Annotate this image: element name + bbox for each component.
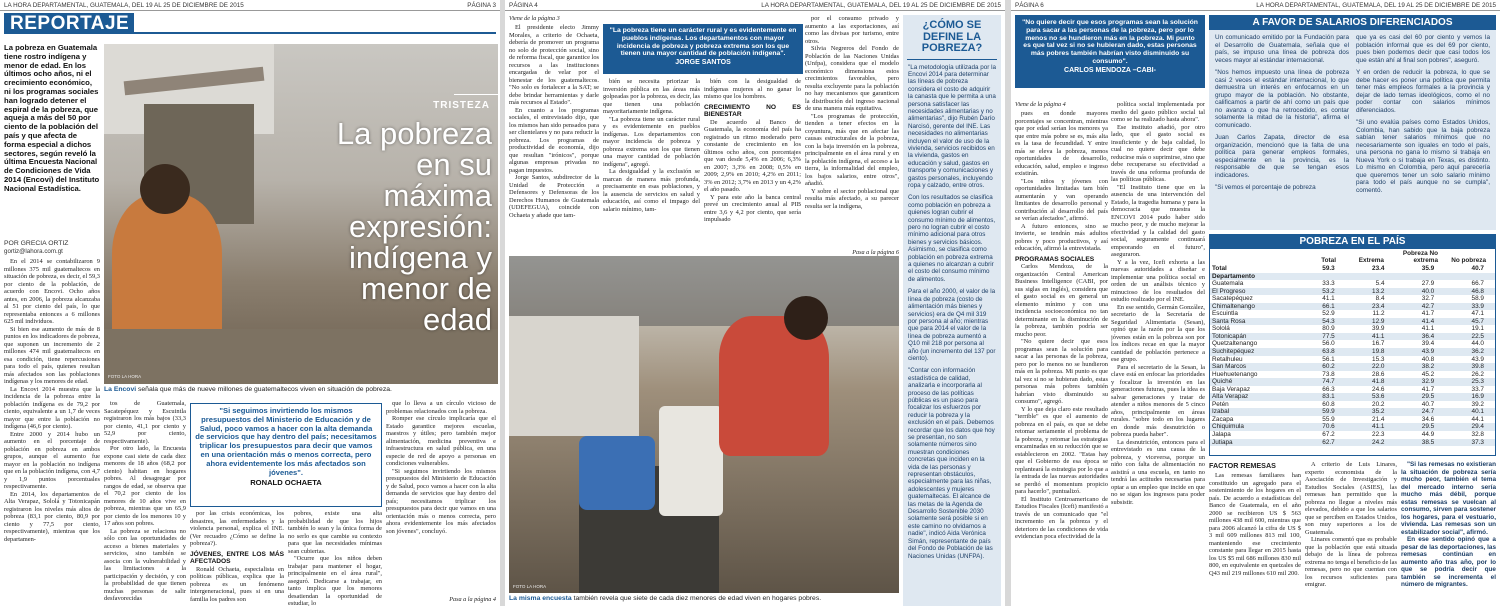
table-cell: 58.9	[1471, 295, 1484, 303]
table-cell: 62.7	[1322, 438, 1335, 446]
table-cell: 34.6	[1421, 415, 1435, 423]
table-cell: 22.0	[1372, 363, 1385, 371]
column-1	[509, 24, 599, 254]
table-cell: 41.8	[1372, 378, 1385, 386]
table-cell: 35.9	[1421, 265, 1435, 272]
jump-line: Pasa a la página 4	[449, 596, 496, 603]
table-cell: 66.7	[1471, 280, 1484, 288]
paragraph: por las crisis económicas, los desastres, las enfermedades y la violencia personal, explica el INE. (Ver recuadro ¿Cómo se define la pobreza?).	[190, 510, 284, 547]
paragraph: Y a la vez, Icefi exhorta a las nuevas autoridades a diseñar e implementar una política social en orden de un análisis técnico y minucioso de los resultados del estudio realizado por el INE.	[1111, 258, 1205, 303]
header-right: PÁGINA 3	[467, 2, 496, 9]
table-cell: 63.8	[1322, 348, 1335, 356]
paragraph: "Los niños y jóvenes con oportunidades limitadas tam bién aumentarán y van operando limitantes de desarrollo personal y contribución al desarrollo del país se verían afectados", afirmó.	[1015, 177, 1108, 222]
continued-from: Viene de la página 3	[509, 15, 560, 22]
table-cell: 24.7	[1421, 408, 1435, 416]
photo-caption	[104, 385, 498, 394]
table-cell: 45.2	[1421, 370, 1435, 378]
lead-paragraph: La pobreza en Guatemala tiene rostro indígena y menor de edad. En los últimos ocho años, ni el crecimiento económico, ni los programas sociales han logrado detener el espiral de la pobreza, que aqueja a más del 50 por ciento de la población del país y que afecta de forma especial a dichos sectores, según reveló la última Encuesta Nacional de Condiciones de Vida 2014 (Encovi) del Instituto Nacional Estadística.	[4, 44, 100, 193]
table-cell: 80.9	[1322, 325, 1335, 333]
row-label: Alta Verapaz	[1212, 393, 1249, 401]
table-row	[1210, 431, 1495, 439]
photo-caption	[509, 594, 899, 604]
table-cell: 40.1	[1471, 408, 1484, 416]
column-4	[288, 510, 382, 606]
paragraph: La desnutrición, entonces para el entrevistado es una causa de la pobreza, y viceversa, porque un niño con falta de alimentación no asistirá a una escuela, en tanto no tendrá las actitudes necesarias para optar a un empleo que incide en que no se sigan los ingresos para poder subsistir.	[1111, 438, 1205, 506]
paragraph: Linares comentó que es probable que la población que está situada debajo de la línea de pobreza extrema no tenga el beneficio de las remesas, pero no que cuentan con los recursos suficientes para emigrar.	[1305, 536, 1397, 588]
table-cell: 12.9	[1372, 317, 1385, 325]
paragraph: La pobreza se relaciona no sólo con las oportunidades de acceso a bienes materiales y servicios, sino también se asocia con la vulnerabilidad y las limitaciones a la participación y decisión, y con la probabilidad de que tienen muchas personas de salir desfavorecidas	[104, 527, 186, 602]
section-title: REPORTAJE	[10, 13, 130, 34]
subheading-crecimiento: CRECIMIENTO NO ES BIENESTAR	[704, 103, 801, 118]
column-3	[704, 78, 801, 254]
column-2	[1111, 101, 1205, 606]
column-1	[4, 258, 100, 604]
factor-remesas-title: FACTOR REMESAS	[1209, 461, 1276, 470]
column-header: Extrema	[1358, 257, 1384, 264]
paragraph: Juan Carlos Zapata, director de esa organización, mencionó que la falta de una política para generar empleos formales, especialmente en la provincia, es la responsable de que se tengan esos indicadores.	[1215, 134, 1349, 179]
table-row	[1210, 265, 1495, 273]
table-cell: 53.2	[1322, 287, 1335, 295]
table-cell: 26.2	[1471, 370, 1484, 378]
table-cell: 19.1	[1471, 325, 1484, 333]
table-cell: 59.3	[1322, 265, 1335, 272]
table-cell: 22.5	[1471, 332, 1484, 340]
photo-bucket	[659, 406, 723, 516]
paragraph: "Si las remesas no existieran la situación de pobreza sería mucho peor, también el tema del mercado interno sería mucho más débil, porque estas remesas se vuelcan al consumo, sirven para sostener los hogares, para el vestuario, vivienda. Las remesas son un estabilizador social", afirmó.	[1401, 461, 1496, 536]
table-cell: 39.4	[1421, 340, 1435, 348]
salarios-box	[1209, 15, 1496, 230]
row-label: Total	[1212, 265, 1227, 272]
page-4	[505, 0, 1005, 606]
paragraph: En 2014, los departamentos de Alta Verapaz, Sololá y Totonicapán registraron los niveles más altos de pobreza (83,1 por ciento, 80,9 por ciento y 77,5 por ciento, respectivamente), mientras que los departamen-	[4, 490, 100, 543]
paragraph: El Instituto Centroamericano de Estudios Fiscales (Icefi) manifestó a través de un comunicado que "el incremento en la pobreza y el deterioro de las condiciones de vida evidencian poca efectividad de la	[1015, 495, 1108, 540]
table-row	[1210, 423, 1495, 431]
column-1	[1015, 110, 1108, 606]
photo-ground	[104, 329, 498, 384]
table-cell: 11.2	[1372, 310, 1385, 318]
paragraph: En el 2014 se contabilizaron 9 millones 375 mil guatemaltecos en situación de pobreza, es decir, el 59,3 por ciento de la población, de acuerdo con Encovi. Ocho años antes, en 2006, la pobreza alcanzaba al 51 por ciento del país, lo que representaba entonces a 6 millones 625 mil individuos.	[4, 258, 100, 325]
row-label: Escuintla	[1212, 310, 1238, 318]
table-cell: 41.4	[1421, 317, 1435, 325]
table-row	[1210, 393, 1495, 401]
page-3	[0, 0, 500, 606]
factor-column-2	[1305, 461, 1397, 606]
table-cell: 20.2	[1372, 400, 1385, 408]
row-label: Retalhuleu	[1212, 355, 1243, 363]
info-box-title: ¿CÓMO SE DEFINE LA POBREZA?	[907, 15, 997, 60]
paragraph: política social implementada por medio del gasto público social tal como se ha realizado hasta ahora".	[1111, 101, 1205, 123]
column-2	[603, 78, 700, 254]
photo-headline: La pobreza en su máxima expresión: indígena y menor de edad	[336, 116, 492, 337]
pull-quote-author: JORGE SANTOS	[675, 59, 731, 67]
paragraph: "No quiere decir que esos programas sean la solución para sacar a las personas de la pobreza, pero por lo menos no se hundieron más en la pobreza. Mi punto es que tal vez si no se hubieran dado, estas personas más pobres también habrían visto disminuido su consumo", agregó.	[1015, 338, 1108, 405]
photo-title-rule	[454, 94, 498, 95]
table-cell: 40.7	[1471, 265, 1484, 272]
table-cell: 42.7	[1421, 302, 1435, 310]
paragraph: A futuro entonces, sino se invierte, se tendrán más adultos pobres y poco productivos, y así educación, afirmó la entrevistada.	[1015, 222, 1108, 252]
section-banner	[4, 13, 134, 34]
row-label: Baja Verapaz	[1212, 385, 1251, 393]
table-cell: 39.8	[1471, 363, 1484, 371]
paragraph: "Los programas de protección, tienden a tener efectos en la coyuntura, más que en afectar las causas estructurales de la pobreza, con la baja inversión en la pobreza, principalmente en el área rural y en la población indígena, el acceso a la tierra, la informalidad del empleo, los bajos salarios, entre otros", añadió.	[805, 112, 899, 187]
table-cell: 77.5	[1322, 332, 1335, 340]
photo-barrel	[579, 436, 655, 510]
table-cell: 41.7	[1421, 310, 1435, 318]
paragraph: pues en donde mayores porcentajes se concentran, mientras que por edad serían los menores ya que entre más pobre se es, más alta es la tasa de fecundidad. Y entre más se eleva la pobreza, menos oportunidades de desarrollo, educación, salud, empleo e ingreso existirán.	[1015, 110, 1108, 177]
paragraph: Silvia Negreros del Fondo de Población de las Naciones Unidas (Unfpa), considera que el modelo económico dimensiona estos crecimientos favorables, pero resulta excluyente para la población no hay mecanismos que garanticen la distribución del ingreso nacional de una manera más equitativa.	[805, 45, 899, 112]
paragraph: "La pobreza tiene un carácter rural y es evidentemente en pueblos indígenas. Los departamentos con mayor incidencia de pobreza y pobreza extrema son los que tienen una mayor cantidad de población indígena", agregó.	[603, 115, 700, 168]
row-label: Totonicapán	[1212, 332, 1247, 340]
table-cell: 32.8	[1471, 431, 1484, 439]
paragraph: Y sobre el sector poblacional que resulta más afectado, a su parecer resulta ser la indígena,	[805, 187, 899, 210]
table-row	[1210, 348, 1495, 356]
table-cell: 40.7	[1421, 400, 1435, 408]
pull-quote-text: "No quiere decir que esos programas sean la solución para sacar a las personas de la pobreza, pero por lo menos no se hundieron más en la pobreza. Mi punto es que tal vez si no se hubieran dado, estas personas más pobres también habrían visto disminuido su consumo".	[1022, 19, 1198, 65]
table-cell: 40.0	[1421, 287, 1435, 295]
caption-text: señala que más de nueve millones de guatemaltecos viven en situación de pobreza.	[136, 386, 392, 393]
table-cell: 38.2	[1421, 363, 1435, 371]
table-row	[1210, 408, 1495, 416]
paragraph: Romper ese círculo implicaría que el Estado garantice mejores escuelas, maestros y útiles; pero también mejor alimentación, medicina preventiva e infraestructura en salud pública, en una especie de red de apoyo a personas en condiciones vulnerables.	[386, 415, 496, 467]
row-label: Huehuetenango	[1212, 370, 1258, 378]
table-cell: 59.9	[1322, 408, 1335, 416]
table-cell: 29.5	[1421, 423, 1435, 431]
table-cell: 37.3	[1471, 438, 1484, 446]
table-cell: 67.2	[1322, 431, 1335, 439]
paragraph: Para el año 2000, el valor de la línea de pobreza (costo de alimentación más bienes y servicios) era de Q4 mil 319 por persona al año; mientras que para 2014 el valor de la línea de pobreza aumentó a Q10 mil 218 por persona al año (un incremento del 137 por ciento).	[908, 288, 996, 362]
table-cell: 21.4	[1372, 415, 1385, 423]
table-cell: 41.1	[1372, 423, 1385, 431]
table-cell: 56.1	[1322, 355, 1335, 363]
table-row	[1210, 288, 1495, 296]
row-label: Zacapa	[1212, 415, 1234, 423]
paragraph: Jorge Santos, subdirector de la Unidad de Protección a Defensores y Defensoras de los Derechos Humanos de Guatemala (UDEFEGUA), coincide con Ochaeta y añade que tam-	[509, 174, 599, 219]
table-cell: 29.4	[1471, 423, 1484, 431]
row-label: Santa Rosa	[1212, 317, 1246, 325]
table-cell: 47.1	[1471, 310, 1484, 318]
paragraph: En ese sentido, Germán González, secretario de la Secretaría de Seguridad Alimentaria (Sesan), opinó que la razón por la que los jóvenes están en la pobreza son por los índices recae en que la mayor cantidad de población pertenece a ese grupo.	[1111, 303, 1205, 363]
table-cell: 70.6	[1322, 423, 1335, 431]
table-cell: 43.9	[1471, 355, 1484, 363]
byline: POR GRECIA ORTIZ	[4, 240, 69, 247]
row-label: El Progreso	[1212, 287, 1246, 295]
paragraph: El presidente electo Jimmy Morales, a criterio de Ochaeta, debería de promover un programa no solo de protección social, sino de reforma fiscal, que garantice los recursos a las instituciones encargadas de velar por el bienestar de los guatemaltecos. "No solo es fortalecer a la SAT; se debe brindar herramientas y darle más recursos al Estado".	[509, 24, 599, 106]
row-label: Sacatepéquez	[1212, 295, 1253, 303]
pull-quote-author: RONALD OCHAETA	[250, 478, 322, 488]
table-cell: 23.4	[1372, 265, 1385, 272]
column-header: Pobreza No extrema	[1402, 250, 1438, 264]
paragraph: "Nos hemos impuesto una línea de pobreza casi 2 veces el estándar internacional, lo que demuestra un interés en enfocarnos en un grupo mayor de la población. No obstante, calificamos a partir de ahí como un país que no avanza o que ha retrocedido, es contar solamente la mitad de la historia", afirma el comunicado.	[1215, 69, 1349, 129]
table-cell	[1445, 273, 1495, 281]
table-row	[1210, 378, 1495, 386]
paragraph: Para el secretario de la Sesan, la clave está en enfocar las prioridades y focalizar la inversión en las generaciones futuras, pues la idea es salvar generaciones y tratar de atender a niños menores de 5 cinco años, principalmente en áreas rurales. "sobre todo en los lugares en donde más desnutrición o pobreza pueda haber".	[1111, 363, 1205, 438]
column-3	[190, 510, 284, 606]
header-left: PÁGINA 4	[509, 2, 538, 9]
table-cell: 36.2	[1471, 348, 1484, 356]
paragraph: por el consumo privado y aumento a las exportaciones, así como las divisas por turismo, entre otros.	[805, 15, 899, 45]
photo-wall	[509, 316, 639, 436]
paragraph: que lo lleva a un círculo vicioso de problemas relacionados con la pobreza.	[386, 400, 496, 415]
factor-column-1	[1209, 472, 1301, 606]
column-4	[805, 15, 899, 249]
caption-bold: La Encovi	[104, 386, 137, 393]
paragraph: Un comunicado emitido por la Fundación para el Desarrollo de Guatemala, señala que el país, se impuso una línea de pobreza dos veces mayor al estándar internacional.	[1215, 34, 1349, 64]
row-label: Jutiapa	[1212, 438, 1233, 446]
table-row	[1210, 303, 1495, 311]
table-cell: 39.9	[1372, 325, 1385, 333]
photo-credit: FOTO LA HORA	[513, 584, 547, 589]
table-row	[1210, 325, 1495, 333]
table-cell: 35.2	[1372, 408, 1385, 416]
table-row	[1210, 280, 1495, 288]
table-row	[1210, 416, 1495, 424]
salarios-column-1	[1215, 34, 1349, 226]
table-cell: 39.2	[1471, 400, 1484, 408]
subheading-programas: PROGRAMAS SOCIALES	[1015, 255, 1095, 263]
poverty-table	[1209, 234, 1496, 456]
caption-bold: La misma encuesta	[509, 595, 572, 602]
row-label: Izabal	[1212, 408, 1230, 416]
paragraph: Ese instituto añadió, por otro lado, que el gasto social es insuficiente y de baja calidad, lo cual no quiere decir que debe reducirse más o suprimirse, sino que debe recuperarse su efectividad a través de una reforma profunda de las políticas públicas.	[1111, 123, 1205, 183]
row-label: Departamento	[1212, 272, 1255, 280]
factor-column-3	[1401, 461, 1496, 606]
paragraph: Entre 2000 y 2014 hubo un aumento en el porcentaje de población en pobreza en ambos grupos, aunque el aumento fue mayor en la población no indígena que en la población indígena, con 4,7 y 1,9 puntos porcentuales respectivamente.	[4, 430, 100, 490]
paragraph: "Ocurre que los niños deben trabajar para mantener el hogar, principalmente en el área rural", aseguró. Dedicarse a trabajar, en tanto implica que los menores desatiendan la oportunidad de estudiar, lo	[288, 555, 382, 606]
table-cell: 41.1	[1372, 332, 1385, 340]
table-cell: 8.4	[1375, 295, 1385, 303]
table-cell	[1396, 273, 1446, 281]
paragraph: Y lo que deja claro este resultado "terrible" es que el aumento de pobreza en el país, es que se debe retomar seriamente el problema de la pobreza, y retomar las estrategias encaminadas en su reducción que se establecieron en 2002. "Estas hay que el Gobierno de esa época se replanteará la estrategia por lo que a la entrada de las nuevas autoridades se perdió el momentum propicio para hacerlo", puntualizó.	[1015, 405, 1108, 495]
table-cell: 38.5	[1421, 438, 1435, 446]
pull-quote-text: "Si seguimos invirtiendo los mismos presupuestos del Ministerio de Educación y de Salud, poco vamos a hacer con la alta demanda de servicios que hay dentro del país; necesitamos triplicar los presupuestos para decir que vamos en una orientación más o menos correcta, pero ahora evidentemente los más afectados son jóvenes".	[195, 406, 377, 477]
paragraph: La desigualdad y la exclusión se marcan de manera más profunda, precisamente en esas poblaciones, y la ausencia de servicios en salud y educación, así como el impago del salario mínimo, tam-	[603, 168, 700, 213]
photo-child-head	[140, 164, 190, 214]
table-cell: 16.7	[1372, 340, 1385, 348]
row-label: San Marcos	[1212, 363, 1247, 371]
poverty-table-header	[1210, 249, 1495, 265]
table-cell: 40.8	[1421, 355, 1435, 363]
caption-text: también revela que siete de cada diez menores de edad viven en hogares pobres.	[571, 595, 822, 602]
page-header	[0, 0, 500, 11]
table-cell: 33.9	[1471, 302, 1484, 310]
page-header	[1011, 0, 1500, 11]
pull-quote-author: CARLOS MENDOZA –CABI-	[1064, 66, 1156, 74]
row-label: Jalapa	[1212, 431, 1231, 439]
table-row	[1210, 439, 1495, 447]
paragraph: Con los resultados se clasifica como población en pobreza a quienes logran cubrir el consumo mínimo de alimentos, pero no logran cubrir el costo mínimo adicional para otros bienes y servicios básicos. Asimismo, se clasifica como población en pobreza extrema a quienes no alcanzan a cubrir el costo del consumo mínimo de alimentos.	[908, 194, 996, 283]
page-6	[1011, 0, 1500, 606]
second-photo	[509, 256, 899, 593]
table-row	[1210, 310, 1495, 318]
table-cell: 25.3	[1471, 378, 1484, 386]
column-2	[104, 400, 186, 606]
table-row	[1210, 363, 1495, 371]
pull-quote	[190, 403, 382, 507]
table-row	[1210, 371, 1495, 379]
paragraph: Y en orden de reducir la pobreza, lo que se debe hacer es poner una política que permita tener más empleos formales a la provincia y dejar de lado temas ideológicos, como el no poder contar con salarios mínimos diferenciados.	[1356, 69, 1490, 114]
paragraph: En ese sentido opinó que a pesar de las deportaciones, las remesas continúan en aumento año tras año, por lo que se podría decir que también se incrementa el número de migrantes.	[1401, 536, 1496, 588]
row-label: Petén	[1212, 400, 1229, 408]
header-right: LA HORA DEPARTAMENTAL, GUATEMALA, DEL 19 AL 25 DE DICIEMBRE DE 2015	[1256, 2, 1496, 9]
row-label: Chimaltenango	[1212, 302, 1255, 310]
table-cell: 41.1	[1421, 325, 1435, 333]
table-cell: 45.7	[1471, 317, 1484, 325]
table-cell: 66.1	[1322, 302, 1335, 310]
salarios-title: A FAVOR DE SALARIOS DIFERENCIADOS	[1209, 15, 1496, 30]
table-row	[1210, 295, 1495, 303]
paragraph: bién con la desigualdad de indígenas mujeres al no ganar lo mismo que los hombres.	[704, 78, 801, 100]
pull-quote	[603, 24, 803, 74]
table-cell: 44.9	[1421, 431, 1435, 439]
continued-from: Viene de la página 4	[1015, 101, 1066, 108]
paragraph: De acuerdo al Banco de Guatemala, la economía del país ha registrado un ritmo moderado pero constante de crecimiento en los últimos ocho años, con porcentajes que van desde 5,4% en 2006; 6,3% en 2007; 3,3% en 2008; 0,5% en 2009; 2,9% en 2010; 4,2% en 2011; 3% en 2012; 3,7% en 2013 y un 4,2% el año pasado.	[704, 118, 801, 193]
pull-quote-text: "La pobreza tiene un carácter rural y es evidentemente en pueblos indígenas. Los departamentos con mayor incidencia de pobreza y pobreza extrema son los que tienen una mayor cantidad de población indígena".	[609, 27, 797, 58]
paragraph: pobres, existe una alta probabilidad de que los hijos también lo sean y la única forma de no serlo es que cambie su contexto para que las necesidades mínimas sean cubiertas.	[288, 510, 382, 555]
photo-kicker: TRISTEZA	[433, 100, 490, 111]
info-box-body	[903, 60, 1001, 569]
table-cell: 73.8	[1322, 370, 1335, 378]
table-cell	[1296, 273, 1346, 281]
paragraph: "Si uno evalúa países como Estados Unidos, Colombia, han sabido que la baja pobreza sabían tener salarios mínimos que no necesariamente son iguales en todo el país, una persona no gana lo mismo si trabaja en Nueva York o si trabaja en Texas, es distinto. Lo mismo en Colombia, pero aquí parecería que queremos tener un solo salario mínimo para todo el país aunque no se cumpla", comentó.	[1356, 119, 1490, 194]
table-cell: 83.1	[1322, 393, 1335, 401]
table-cell: 29.5	[1421, 393, 1435, 401]
header-left: PÁGINA 6	[1015, 2, 1044, 9]
poverty-table-title: POBREZA EN EL PAÍS	[1210, 235, 1495, 249]
table-cell: 60.8	[1322, 400, 1335, 408]
table-cell: 19.8	[1372, 348, 1385, 356]
photo-child	[112, 194, 222, 344]
paragraph: Por otro lado, la Encuesta expone casi siete de cada diez menores de 18 años (68,2 por ciento) habitan en hogares pobres. Al desagregar por rangos de edad, se observa que el 70,2 por ciento de los menores de 10 años vive en pobreza, mientras que un 65,9 por ciento de los menores 10 y 17 años son pobres.	[104, 445, 186, 527]
table-cell: 15.3	[1372, 355, 1385, 363]
table-cell: 33.7	[1471, 385, 1484, 393]
table-cell: 27.9	[1421, 280, 1435, 288]
table-row	[1210, 333, 1495, 341]
section-rule	[134, 13, 496, 34]
row-label: Sololá	[1212, 325, 1230, 333]
paragraph: bién se necesita priorizar la inversión pública en las áreas más golpeadas por la pobreza, es decir, las que tienen una población mayoritariamente indígena.	[603, 78, 700, 115]
table-cell: 36.4	[1421, 332, 1435, 340]
subheading-jovenes: JÓVENES, ENTRE LOS MÁS AFECTADOS	[190, 550, 284, 565]
table-cell: 23.4	[1372, 302, 1385, 310]
table-cell: 55.9	[1322, 415, 1335, 423]
table-row	[1210, 318, 1495, 326]
table-cell: 41.1	[1322, 295, 1335, 303]
table-cell: 46.8	[1471, 287, 1484, 295]
table-cell: 66.3	[1322, 385, 1335, 393]
paragraph: Carlos Mendoza, de la organización Central American Business Intelligence (CABI, por sus siglas en inglés), considera que el gasto social es en general un elemento mínimo y con una incidencia socioeconómica no tan determinante en la disminución de la pobreza, también podría ser mucho peor.	[1015, 263, 1108, 338]
table-cell	[1346, 273, 1396, 281]
table-cell: 52.9	[1322, 310, 1335, 318]
table-row	[1210, 386, 1495, 394]
row-label: Chiquimula	[1212, 423, 1244, 431]
table-row	[1210, 356, 1495, 364]
column-header: Total	[1321, 257, 1336, 264]
paragraph: que ya es casi del 60 por ciento y vemos la población informal que es del 69 por ciento, pues bien podemos decir que casi todos los que están ahí al final son pobres", aseguró.	[1356, 34, 1490, 64]
table-cell: 44.0	[1471, 340, 1484, 348]
table-cell: 13.2	[1372, 287, 1385, 295]
table-cell: 5.4	[1375, 280, 1385, 288]
paragraph: "La metodología utilizada por la Encovi 2014 para determinar las líneas de pobreza considera el costo de adquirir la canasta que le permita a una persona satisfacer las necesidades alimentarias y no alimentarias", dijo Rubén Darío Narcisó, gerente del INE. Las necesidades no alimentarias incluyen el valor de uso de la vivienda, servicios recibidos en la vivienda, gastos en educación y salud, gastos en transporte y comunicaciones y gastos personales, incluyendo ropa y calzado, entre otros.	[908, 63, 996, 189]
table-cell: 44.1	[1471, 415, 1484, 423]
column-5	[386, 400, 496, 594]
table-row	[1210, 340, 1495, 348]
pull-quote	[1015, 15, 1205, 88]
table-cell: 24.6	[1372, 385, 1385, 393]
table-cell: 74.7	[1322, 378, 1335, 386]
info-box	[903, 15, 1001, 606]
poverty-table-body	[1210, 265, 1495, 446]
table-cell: 32.7	[1421, 295, 1435, 303]
table-cell: 54.3	[1322, 317, 1335, 325]
salarios-column-2	[1356, 34, 1490, 226]
table-cell: 53.6	[1372, 393, 1385, 401]
table-cell: 60.2	[1322, 363, 1335, 371]
paragraph: En cuanto a los programas sociales, el entrevistado dijo, que los mismos han sido pensados para ser clientelares y no para reducir la pobreza. Los programas de productividad de economía, dijo que resultan "irónicos", porque algunas empresas privadas no pagan impuestos.	[509, 106, 599, 174]
paragraph: "Contar con información estadística de calidad, analizarla e incorporarla al proceso de las políticas públicas es un paso para focalizar los esfuerzos por reducir la pobreza y la exclusión en el país. Debemos recordar que los datos que hoy se presentan, no son solamente números sino muestran condiciones concretas que inciden en la vida de las personas y representan obstáculos, especialmente para las niñas, adolescentes y mujeres guatemaltecas. El alcance de las metas de la Agenda de Desarrollo Sostenible 2030 solamente será posible si en este camino no olvidamos a nadie", indicó Aida Verónica Simán, representante de país del Fondo de Población de las Naciones Unidas (UNFPA).	[908, 367, 995, 560]
header-left: LA HORA DEPARTAMENTAL, GUATEMALA, DEL 19 AL 25 DE DICIEMBRE DE 2015	[4, 2, 244, 9]
table-cell: 28.6	[1372, 370, 1385, 378]
table-row	[1210, 273, 1495, 281]
table-cell: 56.0	[1322, 340, 1335, 348]
table-cell: 24.2	[1372, 438, 1385, 446]
table-cell: 33.3	[1322, 280, 1335, 288]
table-cell: 32.9	[1421, 378, 1435, 386]
jump-line: Pasa a la página 6	[852, 249, 899, 256]
photo-credit: FOTO LA HORA	[108, 374, 142, 379]
table-cell: 41.7	[1421, 385, 1435, 393]
paragraph: Ronald Ochaeta, especialista en políticas públicas, explica que la pobreza es un fenómeno intergeneracional, pues si en una familia los padres son	[190, 565, 284, 603]
paragraph: La Encovi 2014 muestra que la incidencia de la pobreza entre la población indígena es de 79,2 por ciento, equivalente a un 1,7 de veces mayor que entre la población no indígena (46,6 por ciento).	[4, 385, 100, 430]
byline-email: gortiz@lahora.com.gt	[4, 248, 63, 255]
photo-child-head	[784, 296, 828, 340]
paragraph: Y para este año la banca central prevé un crecimiento anual al PIB entre 3,6 y 4,2 por ciento, que sería impulsado	[704, 193, 801, 223]
paragraph: "El Instituto tiene que en la ausencia de una intervención del Estado, la tragedia humana y para la democracia que muestra la ENCOVI 2014 pudo haber sido mucho peor, y de mucho mejorar la efectividad y la calidad del gasto social, seguramente continuará empeorando en el futuro", aseguraron.	[1111, 183, 1205, 258]
row-label: Suchitepéquez	[1212, 348, 1255, 356]
header-right: LA HORA DEPARTAMENTAL, GUATEMALA, DEL 19 AL 25 DE DICIEMBRE DE 2015	[761, 2, 1001, 9]
column-header: No pobreza	[1451, 257, 1486, 264]
paragraph: tos de Guatemala, Sacatepéquez y Escuintla registraron los más bajos (33,3 por ciento, 41,1 por ciento y 52,9 por ciento, respectivamente).	[104, 400, 186, 445]
paragraph: "Si seguimos invirtiendo los mismos presupuestos del Ministerio de Educación y de Salud, poco vamos a hacer con la alta demanda de servicios que hay dentro del país; necesitamos triplicar los presupuestos para decir que vamos en una orientación más o menos correcta, pero ahora evidentemente los más afectados son jóvenes", concluyó.	[386, 467, 496, 535]
row-label: Quiché	[1212, 378, 1233, 386]
row-label: Quetzaltenango	[1212, 340, 1258, 348]
paragraph: A criterio de Luis Linares, experto economista de la Asociación de Investigación y Estudios Sociales (ASIES), las remesas han permitido que la pobreza no llegue a niveles más elevados, debido a que los salarios que se perciben en Estados Unidos, son muy superiores a los de Guatemala.	[1305, 461, 1397, 536]
main-photo	[104, 44, 498, 384]
page-header	[505, 0, 1005, 11]
paragraph: Si bien ese aumento de más de 8 puntos en los indicadores de pobreza, que suponen un incremento de 2 millones 474 mil guatemaltecos en esa condición, tiene repercusiones para todo el país, quienes resultan más afectados son las poblaciones indígenas y los menores de edad.	[4, 325, 100, 385]
table-cell: 43.9	[1421, 348, 1435, 356]
paragraph: Las remesas familiares han constituido un agregado para el sostenimiento de los hogares en el país. De acuerdo a estadísticas del Banco de Guatemala, en el año 2000 se recibieron US $ 563 millones 438 mil 600, mientras que para 2006 alcanzó la cifra de US $ 3 mil 609 millones 813 mil 100, manteniendo ese crecimiento constante para llegar en 2015 hasta los US $5 mil 686 millones 830 mil 800, en equivalente en quetzales de Q43 mil 219 millones 610 mil 200.	[1209, 472, 1301, 577]
table-cell: 16.9	[1471, 393, 1484, 401]
table-cell: 22.3	[1372, 431, 1385, 439]
row-label: Guatemala	[1212, 280, 1244, 288]
paragraph: "Si vemos el porcentaje de pobreza	[1215, 184, 1316, 191]
table-row	[1210, 401, 1495, 409]
